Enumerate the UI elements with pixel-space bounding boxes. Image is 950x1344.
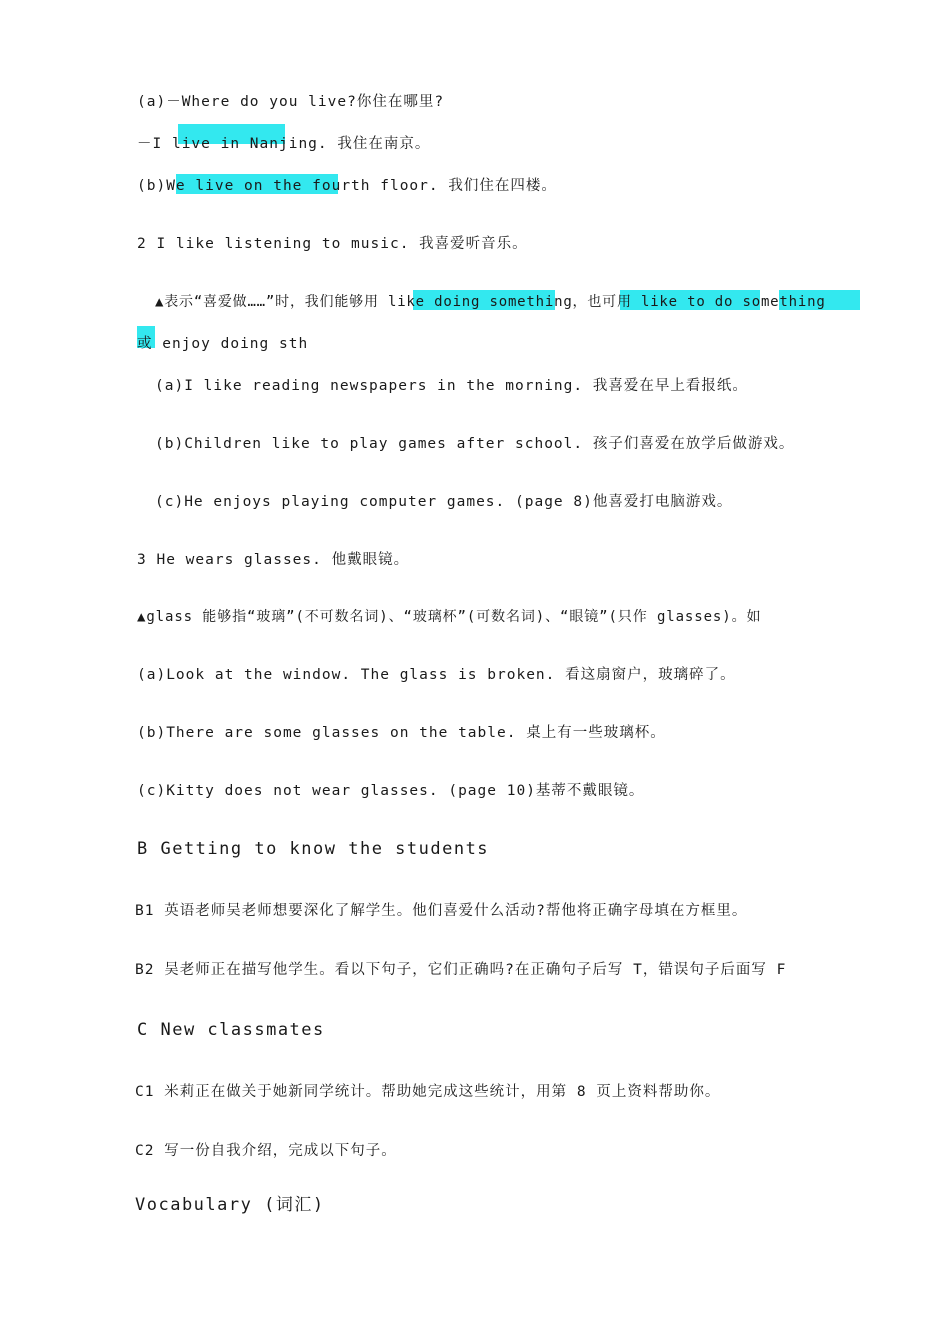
example-line: (b)There are some glasses on the table. 桌上有一些玻璃杯。: [137, 725, 666, 741]
example-line: (c)He enjoys playing computer games. (page 8)他喜爱打电脑游戏。: [155, 494, 733, 510]
note-line: ▲glass 能够指“玻璃”(不可数名词)、“玻璃杯”(可数名词)、“眼镜”(只作 glasses)。如: [137, 609, 762, 625]
example-line: (a)－Where do you live?你住在哪里?: [137, 94, 445, 110]
example-line: (b)Children like to play games after school. 孩子们喜爱在放学后做游戏。: [155, 436, 795, 452]
task-line: B2 吴老师正在描写他学生。看以下句子，它们正确吗?在正确句子后写 T，错误句子后面写 F: [135, 962, 787, 978]
point-heading: 3 He wears glasses. 他戴眼镜。: [137, 552, 410, 568]
example-line: (b)We live on the fourth floor. 我们住在四楼。: [137, 178, 557, 194]
section-heading: B Getting to know the students: [137, 839, 490, 859]
example-line: (c)Kitty does not wear glasses. (page 10)基蒂不戴眼镜。: [137, 783, 645, 799]
note-line: 或 enjoy doing sth: [137, 336, 309, 352]
example-line: (a)I like reading newspapers in the morning. 我喜爱在早上看报纸。: [155, 378, 748, 394]
task-line: C1 米莉正在做关于她新同学统计。帮助她完成这些统计，用第 8 页上资料帮助你。: [135, 1084, 721, 1100]
task-line: B1 英语老师吴老师想要深化了解学生。他们喜爱什么活动?帮他将正确字母填在方框里。: [135, 903, 748, 919]
section-heading: Vocabulary (词汇): [135, 1195, 325, 1215]
task-line: C2 写一份自我介绍，完成以下句子。: [135, 1143, 397, 1159]
example-line: (a)Look at the window. The glass is broken. 看这扇窗户，玻璃碎了。: [137, 667, 736, 683]
point-heading: 2 I like listening to music. 我喜爱听音乐。: [137, 236, 528, 252]
example-line: －I live in Nanjing. 我住在南京。: [137, 136, 431, 152]
section-heading: C New classmates: [137, 1020, 325, 1040]
note-line: ▲表示“喜爱做……”时，我们能够用 like doing something，也可用 like to do something: [155, 294, 826, 310]
